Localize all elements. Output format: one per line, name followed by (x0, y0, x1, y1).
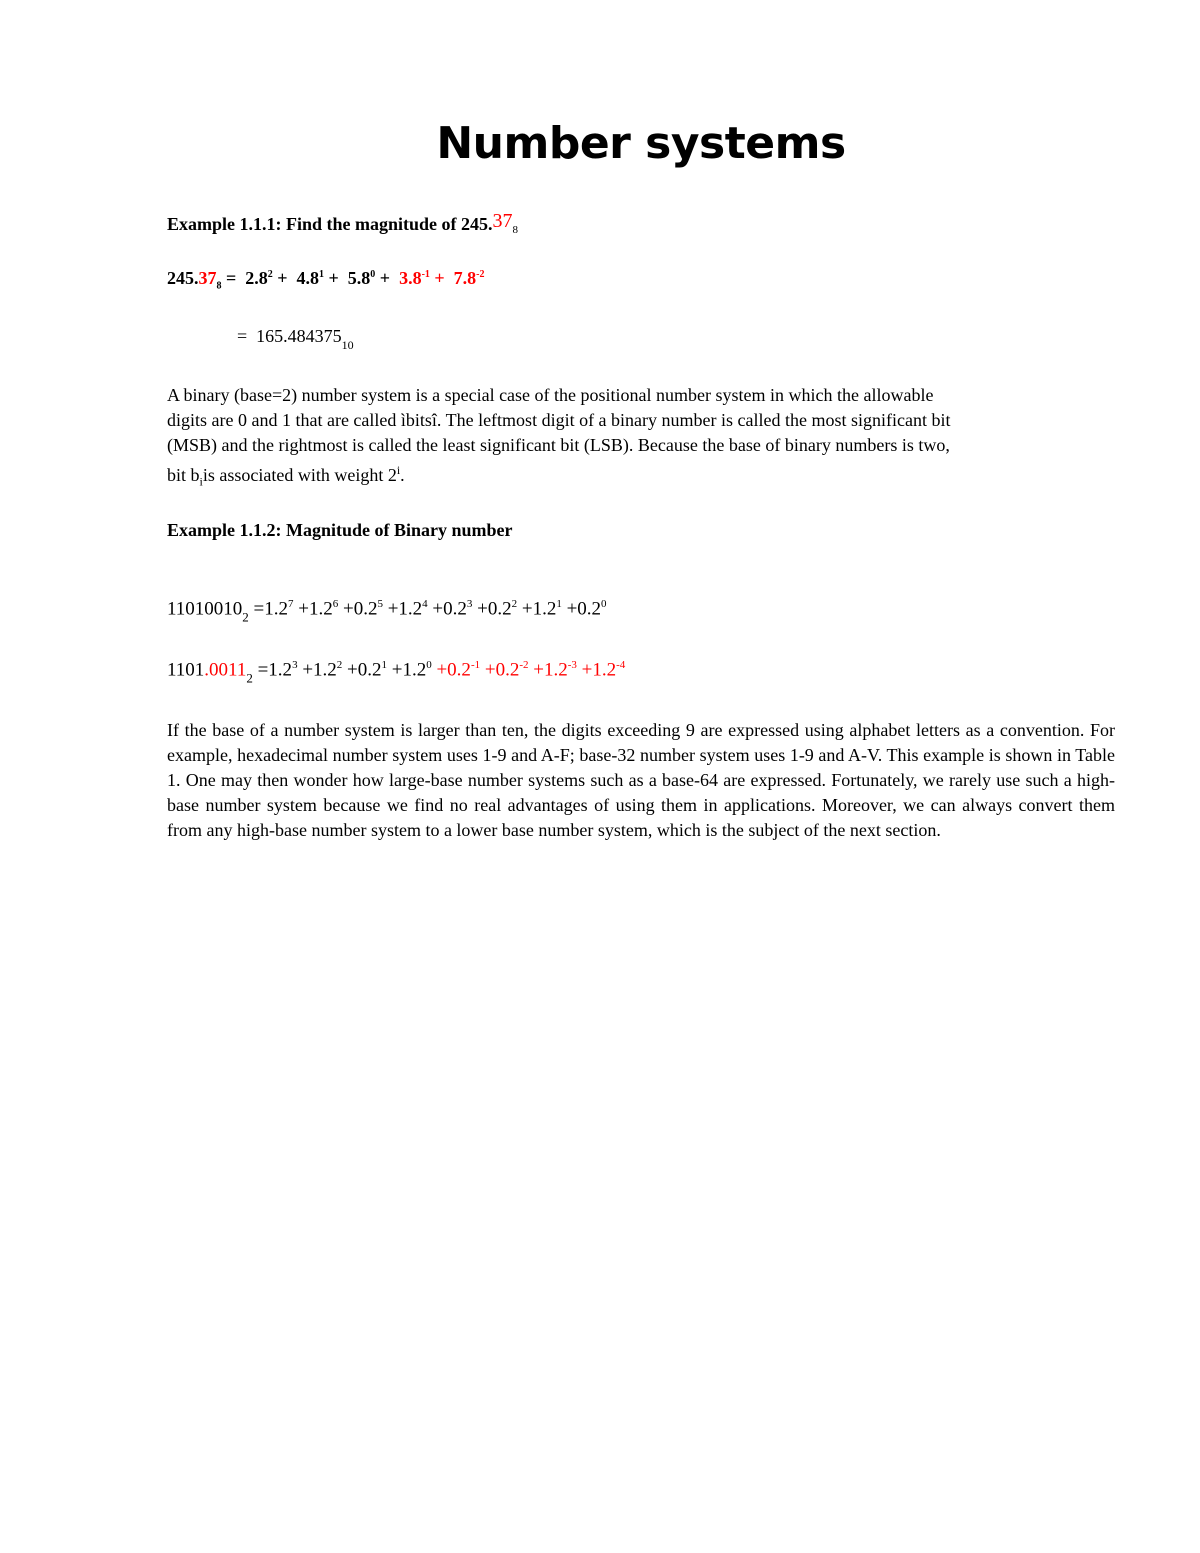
page-title: Number systems (436, 118, 846, 169)
bin2-exp-red: -3 (567, 659, 577, 671)
bin2-int: 1101 (167, 659, 205, 681)
bin2-exp-red: -1 (470, 659, 481, 671)
eq1-term: 4.8 (296, 268, 320, 288)
example-1-base: 8 (512, 224, 519, 236)
bin1-exp: 1 (556, 598, 562, 610)
eq1-term: 5.8 (347, 268, 371, 288)
bin1-exp: 2 (511, 598, 518, 610)
equation-binary-integer (167, 598, 607, 625)
line4-text: . (400, 465, 405, 485)
bin2-frac: .0011 (204, 659, 247, 681)
bin1-exp: 3 (466, 598, 473, 610)
eq1-term: 2.8 (245, 268, 268, 288)
bin2-exp-red: -2 (519, 659, 529, 671)
bin2-term: =1.2 (252, 659, 293, 681)
bin2-term-red: +1.2 (576, 659, 617, 681)
example-1-label: Example 1.1.1: Find the magnitude of 245. (167, 214, 493, 234)
paragraph-binary-intro (167, 383, 1115, 495)
example-1-heading (167, 210, 519, 236)
eq1-exp: 0 (370, 269, 376, 280)
bin2-exp: 0 (426, 659, 432, 671)
eq1-exp-red: -2 (476, 269, 485, 280)
bin1-exp: 7 (288, 598, 294, 610)
paragraph-line: (MSB) and the rightmost is called the least significant bit (LSB). Because the base of binary numbers is two, (167, 435, 950, 455)
bin2-term: +1.2 (387, 659, 427, 681)
eq1-plus: + (375, 268, 400, 288)
eq1-exp-red: -1 (421, 269, 430, 280)
paragraph-line (167, 458, 1115, 495)
eq1-lhs-base: 8 (216, 280, 222, 292)
bin1-term: +0.2 (338, 598, 378, 620)
eq1-term-red: 3.8 (399, 268, 422, 288)
bin2-exp-red: -4 (616, 659, 626, 671)
bin2-term-red: +0.2 (480, 659, 520, 681)
line4-text: is associated with weight 2 (202, 465, 397, 485)
equation-decimal-result (237, 326, 354, 353)
example-2-heading: Example 1.1.2: Magnitude of Binary number (167, 520, 513, 540)
bin1-term: +0.2 (427, 598, 467, 620)
bin2-exp: 3 (292, 659, 298, 671)
bin2-exp: 2 (336, 659, 343, 671)
paragraph-high-base: If the base of a number system is larger than ten, the digits exceeding 9 are expressed using alphabet letters as a convention. For example, hexadecimal number system uses 1-9 and A-F; base-32 number system uses 1-9 and A-V. This example is shown in Table 1. One may then wonder how large-base number systems such as a base-64 are expressed. Fortunately, we rarely use such a high-base number system because we find no real advantages of using them in applications. Moreover, we can always convert them from any high-base number system to a lower base number system, which is the subject of the next section. (167, 720, 1115, 840)
bin1-exp: 6 (332, 598, 339, 610)
bin1-term: +0.2 (472, 598, 512, 620)
bin1-term: =1.2 (248, 598, 289, 620)
bin1-term: +1.2 (382, 598, 423, 620)
paragraph-line: digits are 0 and 1 that are called ìbitsî. The leftmost digit of a binary number is called the most significant bit (167, 410, 951, 430)
line4-sup: i (396, 463, 401, 477)
bin2-base: 2 (246, 670, 253, 686)
bin1-number: 11010010 (167, 598, 243, 620)
example-1-red-fraction: 37 (492, 210, 513, 232)
eq1-plus-red: + (429, 268, 454, 288)
eq1-exp: 2 (267, 269, 273, 280)
paragraph-line: A binary (base=2) number system is a special case of the positional number system in which the allowable (167, 385, 934, 405)
eq1-exp: 1 (319, 269, 325, 280)
bin1-term: +0.2 (561, 598, 602, 620)
bin1-exp: 5 (377, 598, 383, 610)
bin2-term-red: +0.2 (431, 659, 471, 681)
eq1-plus: + (324, 268, 348, 288)
eq1-lhs-frac: 37 (198, 268, 217, 288)
bin2-term: +0.2 (342, 659, 382, 681)
bin1-exp: 4 (422, 598, 428, 610)
bin1-exp: 0 (601, 598, 607, 610)
eq1-term-red: 7.8 (453, 268, 477, 288)
bin1-base: 2 (242, 609, 249, 625)
bin1-term: +1.2 (293, 598, 333, 620)
eq1-lhs-int: 245. (167, 268, 199, 288)
bin2-term: +1.2 (297, 659, 337, 681)
bin2-term-red: +1.2 (528, 659, 568, 681)
line4-sub: i (199, 474, 203, 489)
equation-octal-expansion (167, 268, 485, 292)
eq2-value: = 165.484375 (237, 326, 342, 346)
bin2-exp: 1 (381, 659, 387, 671)
eq1-plus: + (272, 268, 297, 288)
line4-text: bit b (167, 465, 200, 485)
eq1-equals: = (221, 268, 246, 288)
equation-binary-fraction (167, 659, 625, 686)
bin1-term: +1.2 (517, 598, 557, 620)
eq2-base: 10 (341, 338, 354, 352)
